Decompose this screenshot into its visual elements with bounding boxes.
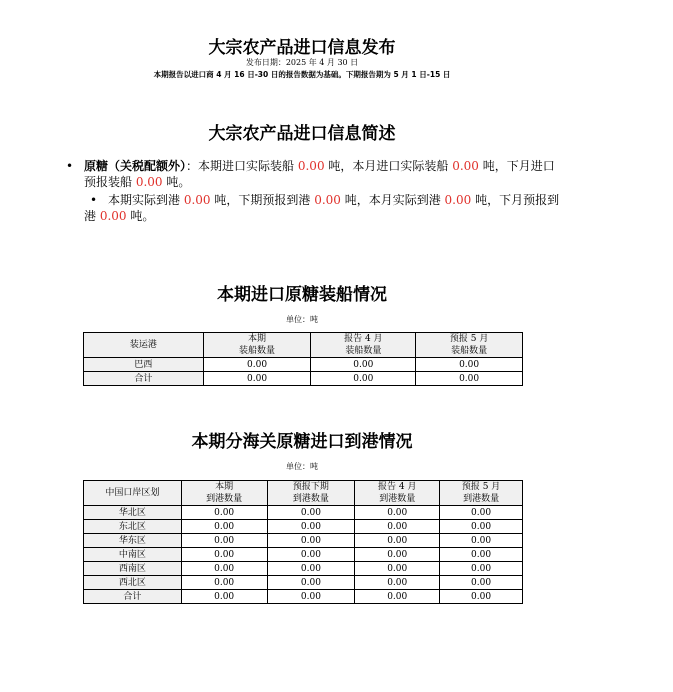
header-label: 报告 4 月 xyxy=(344,334,383,344)
header-report-month xyxy=(355,481,440,506)
table-row xyxy=(84,590,523,604)
header-current xyxy=(203,333,311,358)
table-cell: 0.00 xyxy=(267,520,355,534)
summary-value: 0.00 xyxy=(99,209,127,223)
arrival-unit: 单位：吨 xyxy=(286,462,318,471)
summary-sep: ： xyxy=(186,159,199,173)
header-region xyxy=(84,481,182,506)
header-report-month xyxy=(311,333,416,358)
row-label: 合计 xyxy=(84,372,204,386)
header-label: 装船数量 xyxy=(345,346,382,356)
header-label: 到港数量 xyxy=(292,494,329,504)
summary-value: 0.00 xyxy=(297,159,325,173)
summary-text: 吨。 xyxy=(126,209,155,223)
table-cell: 0.00 xyxy=(203,358,311,372)
table-cell: 0.00 xyxy=(181,506,267,520)
shipment-section-title: 本期进口原糖装船情况 xyxy=(217,285,387,305)
row-label: 西北区 xyxy=(84,576,182,590)
table-cell: 0.00 xyxy=(181,562,267,576)
table-row xyxy=(84,576,523,590)
table-row xyxy=(84,358,523,372)
header-label: 到港数量 xyxy=(206,494,243,504)
header-forecast-month xyxy=(440,481,523,506)
table-cell: 0.00 xyxy=(181,590,267,604)
table-cell: 0.00 xyxy=(267,506,355,520)
summary-value: 0.00 xyxy=(135,175,163,189)
table-cell: 0.00 xyxy=(416,372,523,386)
report-title: 大宗农产品进口信息发布 xyxy=(208,38,396,58)
table-cell: 0.00 xyxy=(181,520,267,534)
header-current xyxy=(181,481,267,506)
shipment-unit: 单位：吨 xyxy=(286,315,318,324)
table-cell: 0.00 xyxy=(440,506,523,520)
table-cell: 0.00 xyxy=(267,576,355,590)
table-cell: 0.00 xyxy=(440,534,523,548)
row-label: 巴西 xyxy=(84,358,204,372)
summary-list xyxy=(66,158,566,226)
table-cell: 0.00 xyxy=(440,562,523,576)
table-cell: 0.00 xyxy=(311,372,416,386)
summary-text: 吨，下月预报到港 xyxy=(84,193,560,223)
table-cell: 0.00 xyxy=(355,562,440,576)
summary-item-label: 原糖（关税配额外） xyxy=(84,159,187,173)
header-forecast-month xyxy=(416,333,523,358)
header-label: 报告 4 月 xyxy=(378,482,417,492)
summary-value: 0.00 xyxy=(452,159,479,173)
table-header-row xyxy=(84,481,523,506)
table-cell: 0.00 xyxy=(355,576,440,590)
table-cell: 0.00 xyxy=(440,548,523,562)
table-cell: 0.00 xyxy=(181,576,267,590)
table-cell: 0.00 xyxy=(267,562,355,576)
row-label: 华北区 xyxy=(84,506,182,520)
table-row xyxy=(84,506,523,520)
header-label: 本期 xyxy=(248,334,267,344)
summary-text: 本期进口实际装船 xyxy=(198,159,298,173)
header-label: 装船数量 xyxy=(451,346,488,356)
header-label: 装船数量 xyxy=(239,346,276,356)
summary-text: 吨。 xyxy=(162,175,191,189)
table-cell: 0.00 xyxy=(311,358,416,372)
table-cell: 0.00 xyxy=(267,548,355,562)
summary-text: 吨，下月进口预报装船 xyxy=(84,159,555,189)
table-row xyxy=(84,548,523,562)
table-cell: 0.00 xyxy=(355,520,440,534)
table-cell: 0.00 xyxy=(355,590,440,604)
arrival-table xyxy=(83,480,523,604)
row-label: 中南区 xyxy=(84,548,182,562)
table-cell: 0.00 xyxy=(267,534,355,548)
arrival-table-body xyxy=(84,506,523,604)
summary-item-shipment xyxy=(66,158,566,190)
summary-text: 吨，下期预报到港 xyxy=(210,193,315,207)
table-row xyxy=(84,520,523,534)
header-label: 中国口岸区划 xyxy=(105,488,160,498)
table-header-row xyxy=(84,333,523,358)
table-cell: 0.00 xyxy=(181,534,267,548)
table-cell: 0.00 xyxy=(355,534,440,548)
table-cell: 0.00 xyxy=(355,506,440,520)
table-cell: 0.00 xyxy=(203,372,311,386)
summary-value: 0.00 xyxy=(314,193,341,207)
header-label: 到港数量 xyxy=(379,494,416,504)
header-label: 装运港 xyxy=(129,340,157,350)
table-row xyxy=(84,562,523,576)
row-label: 东北区 xyxy=(84,520,182,534)
row-label: 合计 xyxy=(84,590,182,604)
report-notice: 本期报告以进口商 4 月 16 日-30 日的报告数据为基础。下期报告期为 5 月 1 日-15 日 xyxy=(153,70,451,79)
summary-value: 0.00 xyxy=(183,193,211,207)
arrival-section-title: 本期分海关原糖进口到港情况 xyxy=(191,432,413,452)
table-cell: 0.00 xyxy=(440,520,523,534)
table-cell: 0.00 xyxy=(440,576,523,590)
header-label: 预报 5 月 xyxy=(461,482,501,492)
table-row xyxy=(84,534,523,548)
table-cell: 0.00 xyxy=(416,358,523,372)
table-row xyxy=(84,372,523,386)
shipment-table xyxy=(83,332,523,386)
row-label: 西南区 xyxy=(84,562,182,576)
summary-title: 大宗农产品进口信息简述 xyxy=(208,124,396,144)
table-cell: 0.00 xyxy=(440,590,523,604)
header-label: 预报 5 月 xyxy=(449,334,489,344)
summary-text: 吨，本月进口实际装船 xyxy=(324,159,453,173)
summary-text: 吨，本月实际到港 xyxy=(340,193,445,207)
header-port xyxy=(84,333,204,358)
summary-text: 本期实际到港 xyxy=(108,193,184,207)
table-cell: 0.00 xyxy=(355,548,440,562)
summary-item-arrival xyxy=(66,192,566,224)
table-cell: 0.00 xyxy=(267,590,355,604)
header-label: 本期 xyxy=(215,482,234,492)
table-cell: 0.00 xyxy=(181,548,267,562)
row-label: 华东区 xyxy=(84,534,182,548)
header-next-forecast xyxy=(267,481,355,506)
summary-value: 0.00 xyxy=(444,193,472,207)
header-label: 到港数量 xyxy=(463,494,500,504)
header-label: 预报下期 xyxy=(292,482,329,492)
publish-date: 发布日期：2025 年 4 月 30 日 xyxy=(245,58,359,67)
